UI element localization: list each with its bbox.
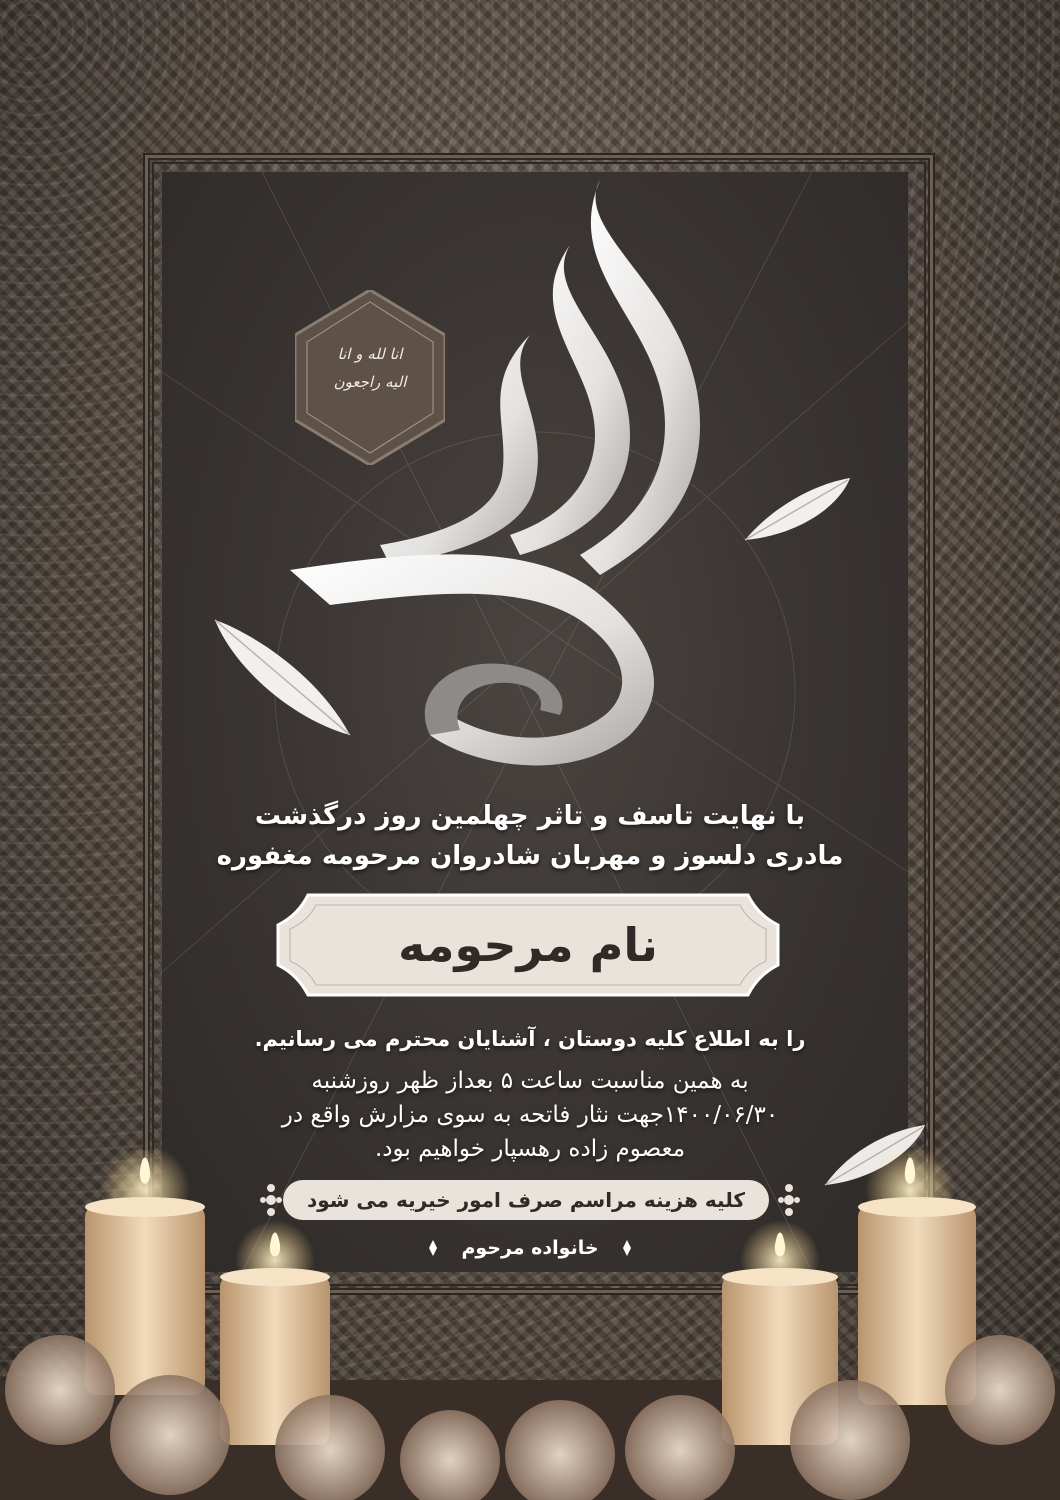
details-line-2: ۱۴۰۰/۰۶/۳۰جهت نثار فاتحه به سوی مزارش واقع در: [281, 1102, 779, 1128]
quran-verse: [295, 340, 445, 396]
charity-banner-text: کلیه هزینه مراسم صرف امور خیریه می شود: [306, 1188, 745, 1212]
notice-text: را به اطلاع کلیه دوستان ، آشنایان محترم می رسانیم.: [254, 1027, 806, 1051]
deceased-name-placeholder: نام مرحومه: [398, 918, 658, 972]
floral-ornament-icon: [776, 1182, 802, 1218]
feather-icon: [740, 470, 860, 550]
intro-line-1: با نهایت تاسف و تاثر چهلمین روز درگذشت: [254, 801, 806, 831]
details-line-1: به همین مناسبت ساعت ۵ بعداز ظهر روزشنبه: [311, 1068, 749, 1094]
verse-line-2: الیه راجعون: [333, 373, 407, 391]
intro-line-2: مادری دلسوز و مهربان شادروان مرحومه مغفوره: [216, 841, 844, 871]
floral-ornament-icon: [258, 1182, 284, 1218]
feather-icon: [205, 610, 355, 740]
details-line-3: معصوم زاده رهسپار خواهیم بود.: [374, 1136, 686, 1162]
family-signature: خانواده مرحوم: [461, 1237, 599, 1259]
intro-text: [200, 796, 860, 876]
signature-ornament-icon: [622, 1240, 632, 1256]
verse-line-1: انا لله و انا: [337, 345, 403, 363]
